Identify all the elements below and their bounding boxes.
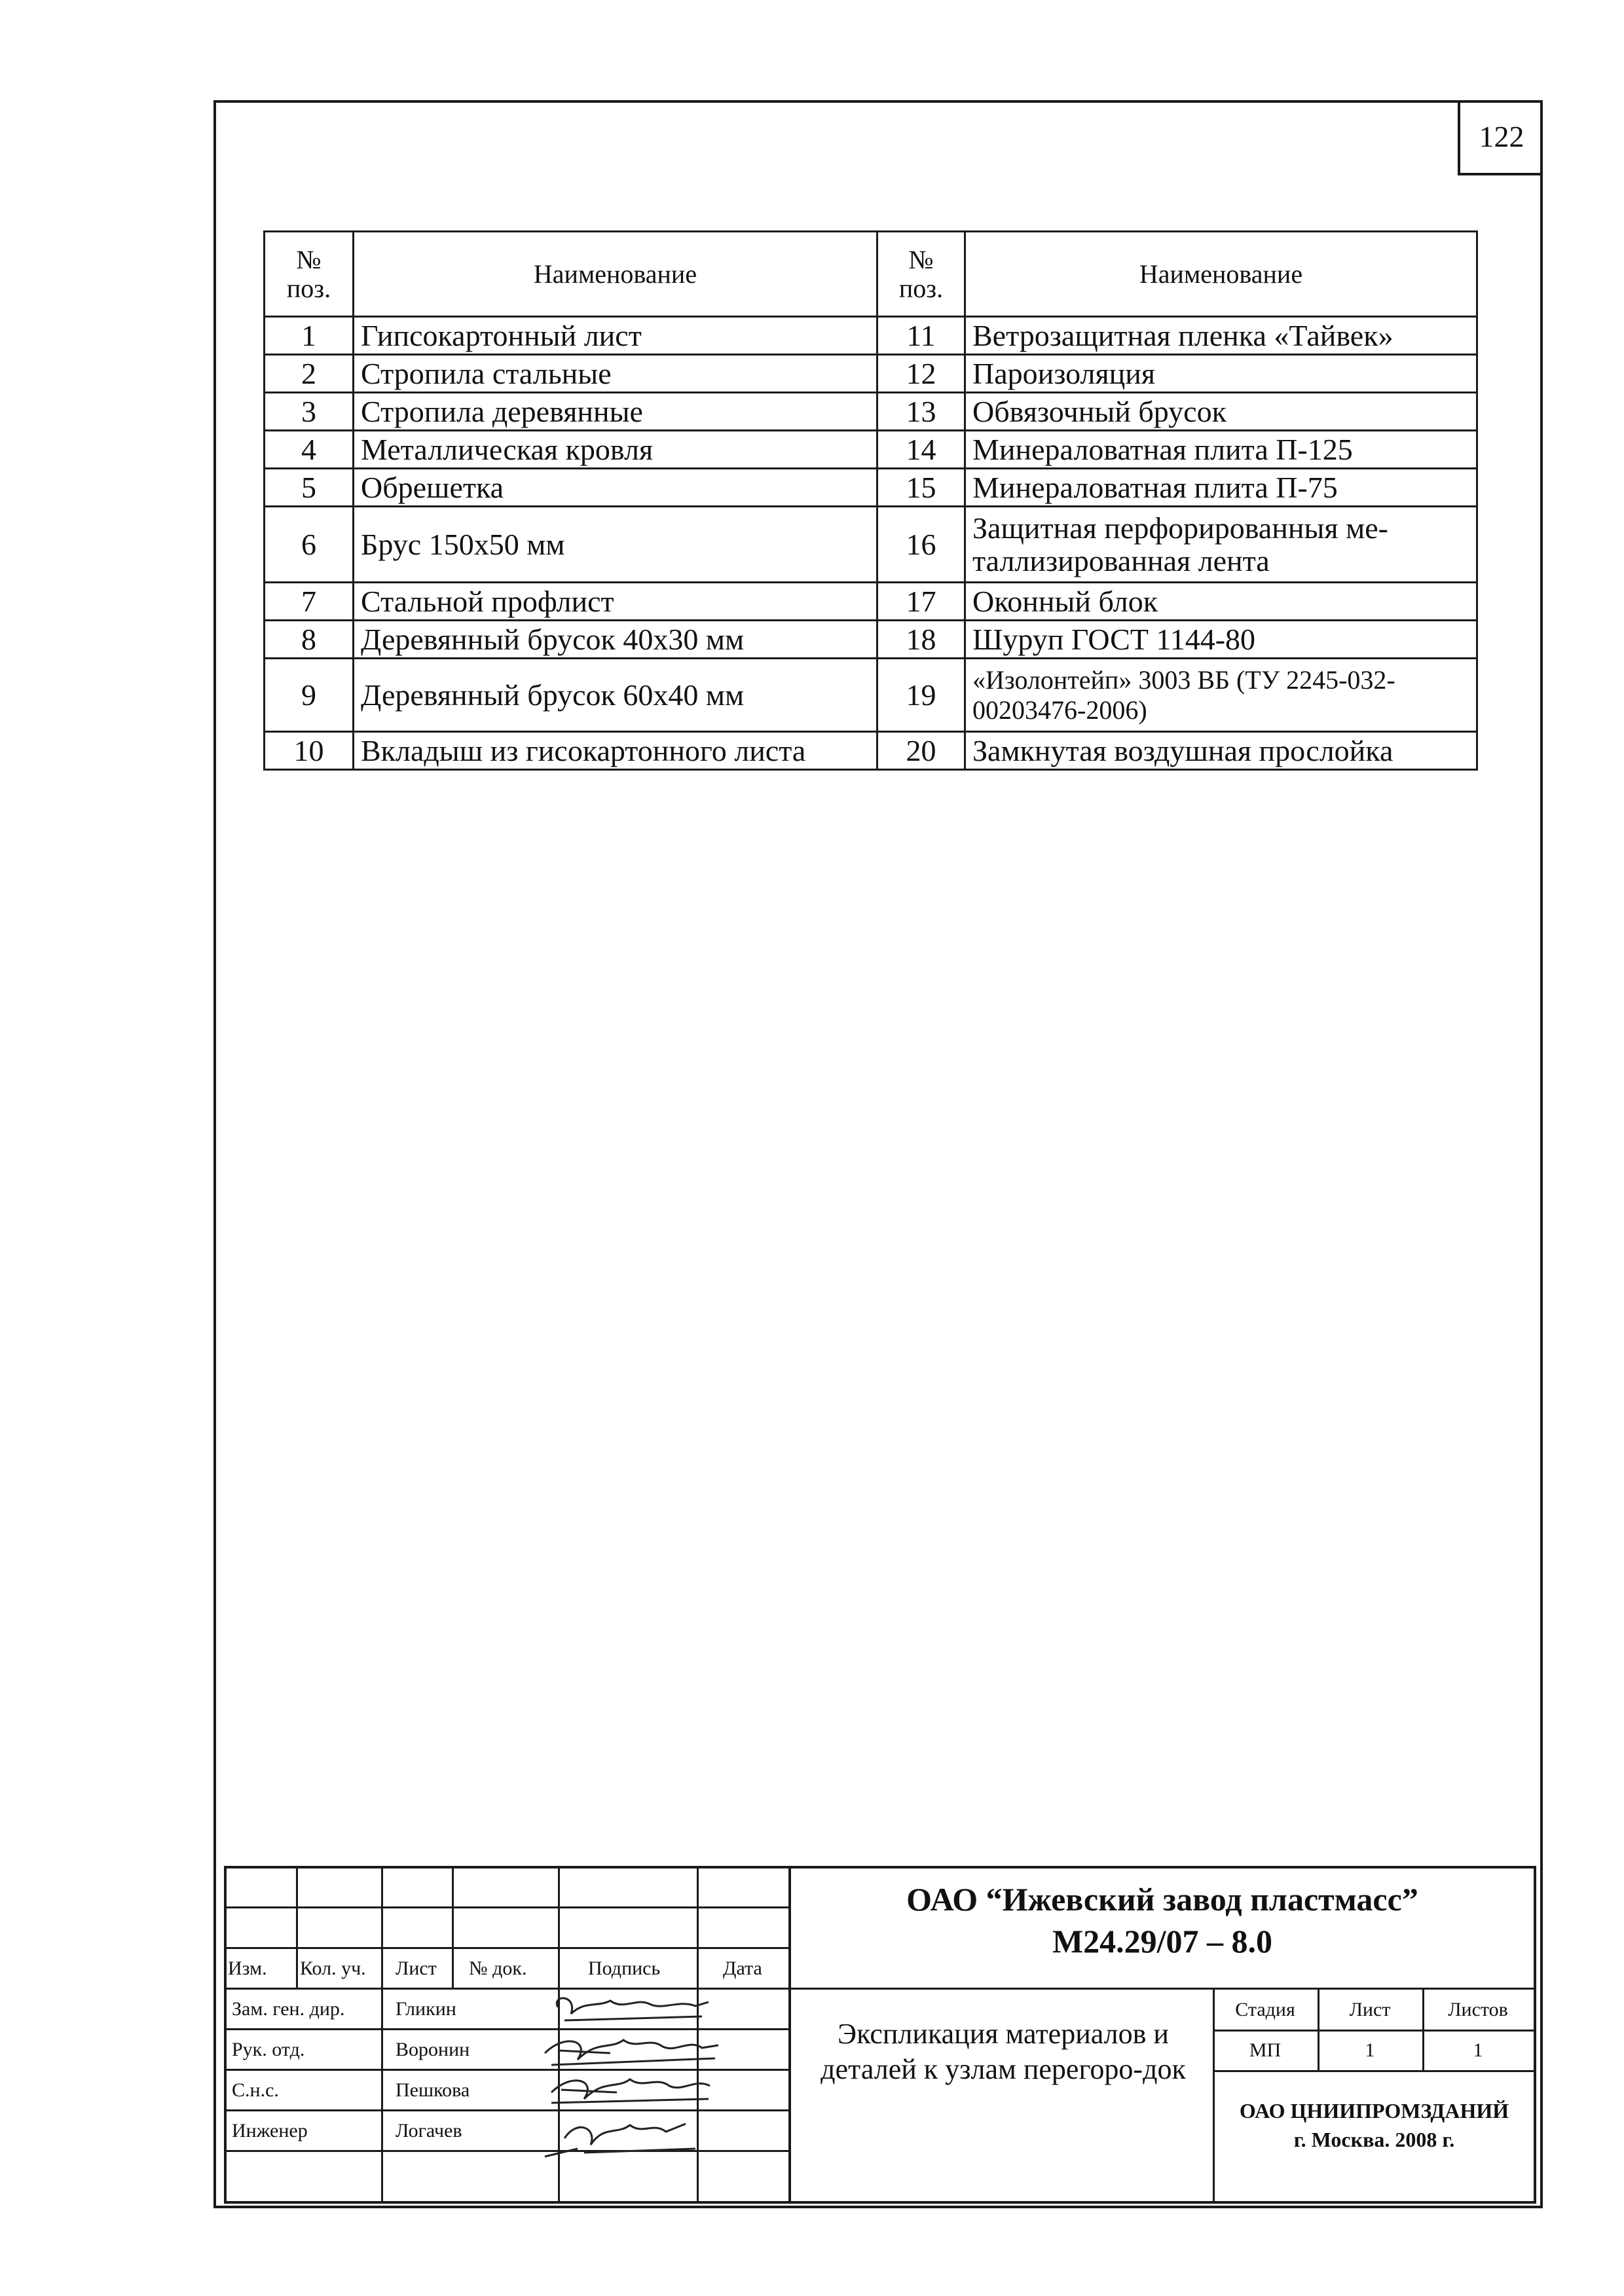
page-number: 122 (1458, 100, 1543, 175)
name-cell: Замкнутая воздушная прослойка (965, 732, 1477, 770)
name-cell: Стропила деревянные (354, 393, 877, 431)
pos-cell: 15 (877, 469, 965, 507)
spec-header-row (265, 232, 1477, 317)
title-block (224, 1866, 1536, 2204)
person-name: Воронин (396, 2039, 470, 2060)
pos-label: поз. (286, 273, 331, 303)
sheet-header: Лист (1349, 1999, 1391, 2020)
table-row (265, 317, 1477, 355)
table-row (265, 355, 1477, 393)
city-year: г. Москва. 2008 г. (1293, 2128, 1455, 2151)
signature-image (538, 1988, 735, 2191)
pos-cell: 4 (265, 431, 354, 469)
person-name: Пешкова (396, 2079, 470, 2101)
pos-label: поз. (898, 273, 944, 303)
stage-value: МП (1249, 2039, 1282, 2061)
role-label: Зам. ген. дир. (232, 1998, 345, 2020)
name-cell: Ветрозащитная пленка «Тайвек» (965, 317, 1477, 355)
name-cell: Деревянный брусок 60х40 мм (354, 659, 877, 732)
col-header-date: Дата (723, 1958, 762, 1979)
pos-header-left (265, 232, 354, 317)
name-cell: Стропила стальные (354, 355, 877, 393)
pos-cell: 20 (877, 732, 965, 770)
name-cell: Пароизоляция (965, 355, 1477, 393)
col-header-kol-uch: Кол. уч. (300, 1958, 366, 1979)
name-cell: Обвязочный брусок (965, 393, 1477, 431)
pos-cell: 10 (265, 732, 354, 770)
table-row (265, 583, 1477, 621)
no-sign: № (296, 244, 322, 274)
name-cell: Обрешетка (354, 469, 877, 507)
col-header-izm: Изм. (228, 1958, 267, 1979)
sheets-value: 1 (1473, 2039, 1483, 2061)
name-cell: Минераловатная плита П-75 (965, 469, 1477, 507)
sheets-header: Листов (1448, 1999, 1508, 2020)
name-cell: Металлическая кровля (354, 431, 877, 469)
name-cell: Шуруп ГОСТ 1144-80 (965, 621, 1477, 659)
pos-header-right (877, 232, 965, 317)
name-cell: Стальной профлист (354, 583, 877, 621)
pos-cell: 14 (877, 431, 965, 469)
pos-cell: 2 (265, 355, 354, 393)
table-row (265, 431, 1477, 469)
pos-cell: 11 (877, 317, 965, 355)
name-cell: Оконный блок (965, 583, 1477, 621)
document-code: М24.29/07 – 8.0 (1052, 1923, 1273, 1959)
name-cell: Минераловатная плита П-125 (965, 431, 1477, 469)
pos-cell: 1 (265, 317, 354, 355)
pos-cell: 12 (877, 355, 965, 393)
role-label: С.н.с. (232, 2079, 279, 2101)
name-header-right: Наименование (965, 232, 1477, 317)
person-name: Гликин (396, 1998, 456, 2020)
sheet-value: 1 (1365, 2039, 1375, 2061)
no-sign: № (908, 244, 934, 274)
table-row (265, 621, 1477, 659)
role-label: Рук. отд. (232, 2039, 305, 2060)
document-description: Экспликация материалов и деталей к узлам перегоро-док (821, 2018, 1186, 2085)
pos-cell: 7 (265, 583, 354, 621)
table-row (265, 507, 1477, 583)
table-row (265, 469, 1477, 507)
pos-cell: 3 (265, 393, 354, 431)
pos-cell: 5 (265, 469, 354, 507)
pos-cell: 16 (877, 507, 965, 583)
name-cell: Гипсокартонный лист (354, 317, 877, 355)
person-name: Логачев (396, 2120, 462, 2141)
col-header-list: Лист (396, 1958, 437, 1979)
role-label: Инженер (232, 2120, 308, 2141)
pos-cell: 18 (877, 621, 965, 659)
name-header-left: Наименование (354, 232, 877, 317)
organization-name: ОАО “Ижевский завод пластмасс” (906, 1881, 1418, 1918)
col-header-doc-no: № док. (469, 1958, 527, 1979)
name-cell: Защитная перфорированныя ме-таллизированная лента (965, 507, 1477, 583)
table-row (265, 393, 1477, 431)
pos-cell: 17 (877, 583, 965, 621)
pos-cell: 8 (265, 621, 354, 659)
pos-cell: 19 (877, 659, 965, 732)
name-cell: «Изолонтейп» 3003 ВБ (ТУ 2245-032-00203476-2006) (965, 659, 1477, 732)
name-cell: Вкладыш из гисокартонного листа (354, 732, 877, 770)
spec-table (263, 230, 1478, 771)
name-cell: Брус 150х50 мм (354, 507, 877, 583)
col-header-signature: Подпись (588, 1958, 661, 1979)
institute-name: ОАО ЦНИИПРОМЗДАНИЙ (1239, 2099, 1509, 2123)
pos-cell: 13 (877, 393, 965, 431)
table-row (265, 732, 1477, 770)
stage-header: Стадия (1235, 1999, 1295, 2020)
pos-cell: 6 (265, 507, 354, 583)
pos-cell: 9 (265, 659, 354, 732)
table-row (265, 659, 1477, 732)
name-cell: Деревянный брусок 40х30 мм (354, 621, 877, 659)
